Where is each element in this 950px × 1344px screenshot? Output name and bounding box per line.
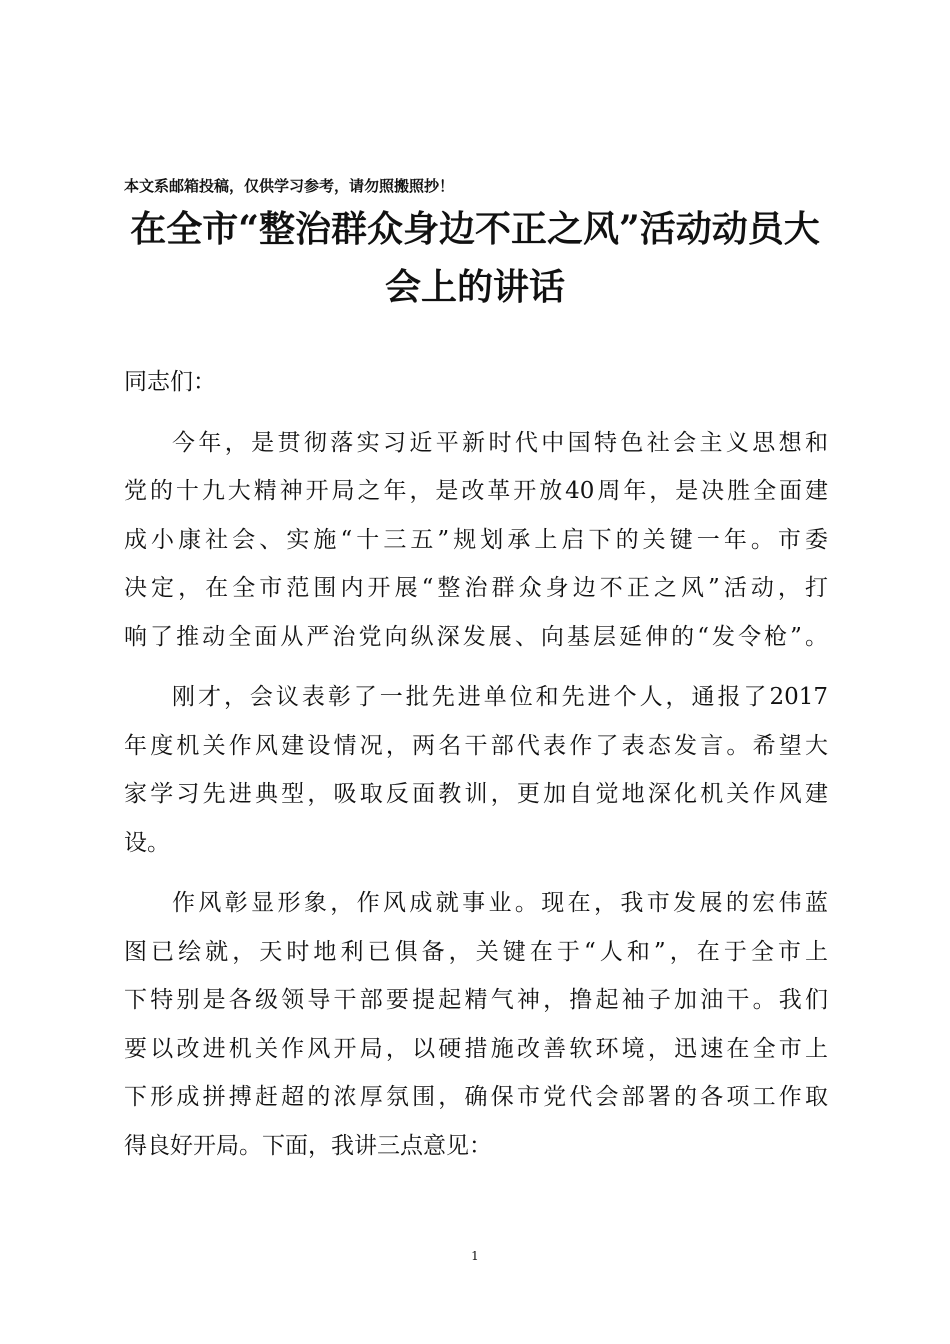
title-line-2: 会上的讲话	[384, 266, 565, 308]
submission-notice: 本文系邮箱投稿，仅供学习参考，请勿照搬照抄！	[124, 177, 455, 195]
paragraph-line: 设。	[124, 829, 170, 856]
paragraph-line: 刚才，会议表彰了一批先进单位和先进个人，通报了2017	[172, 684, 828, 710]
paragraph-line: 作风彰显形象，作风成就事业。现在，我市发展的宏伟蓝	[172, 890, 828, 916]
paragraph-line: 得良好开局。下面，我讲三点意见：	[124, 1132, 492, 1159]
paragraph-line: 下特别是各级领导干部要提起精气神，撸起袖子加油干。我们	[124, 987, 828, 1013]
paragraph-line: 决定，在全市范围内开展“整治群众身边不正之风”活动，打	[124, 575, 828, 601]
paragraph-line: 党的十九大精神开局之年，是改革开放40周年，是决胜全面建	[124, 478, 828, 504]
paragraph-1	[124, 419, 828, 662]
speech-body	[124, 358, 828, 1170]
paragraph-line: 图已绘就，天时地利已俱备，关键在于“人和”，在于全市上	[124, 938, 828, 965]
paragraph-3	[124, 879, 828, 1170]
page-number: 1	[471, 1249, 479, 1263]
salutation: 同志们：	[124, 369, 216, 395]
title-line-1: 在全市“整治群众身边不正之风”活动动员大	[130, 208, 820, 250]
paragraph-line: 今年，是贯彻落实习近平新时代中国特色社会主义思想和	[172, 429, 828, 456]
paragraph-line: 成小康社会、实施“十三五”规划承上启下的关键一年。市委	[124, 526, 828, 553]
paragraph-line: 响了推动全面从严治党向纵深发展、向基层延伸的“发令枪”。	[124, 623, 828, 650]
paragraph-2	[124, 673, 828, 867]
paragraph-line: 家学习先进典型，吸取反面教训，更加自觉地深化机关作风建	[124, 781, 828, 807]
paragraph-line: 年度机关作风建设情况，两名干部代表作了表态发言。希望大	[124, 732, 828, 759]
document-title	[112, 200, 838, 316]
paragraph-line: 下形成拼搏赶超的浓厚氛围，确保市党代会部署的各项工作取	[124, 1084, 828, 1110]
paragraph-line: 要以改进机关作风开局，以硬措施改善软环境，迅速在全市上	[124, 1035, 828, 1062]
